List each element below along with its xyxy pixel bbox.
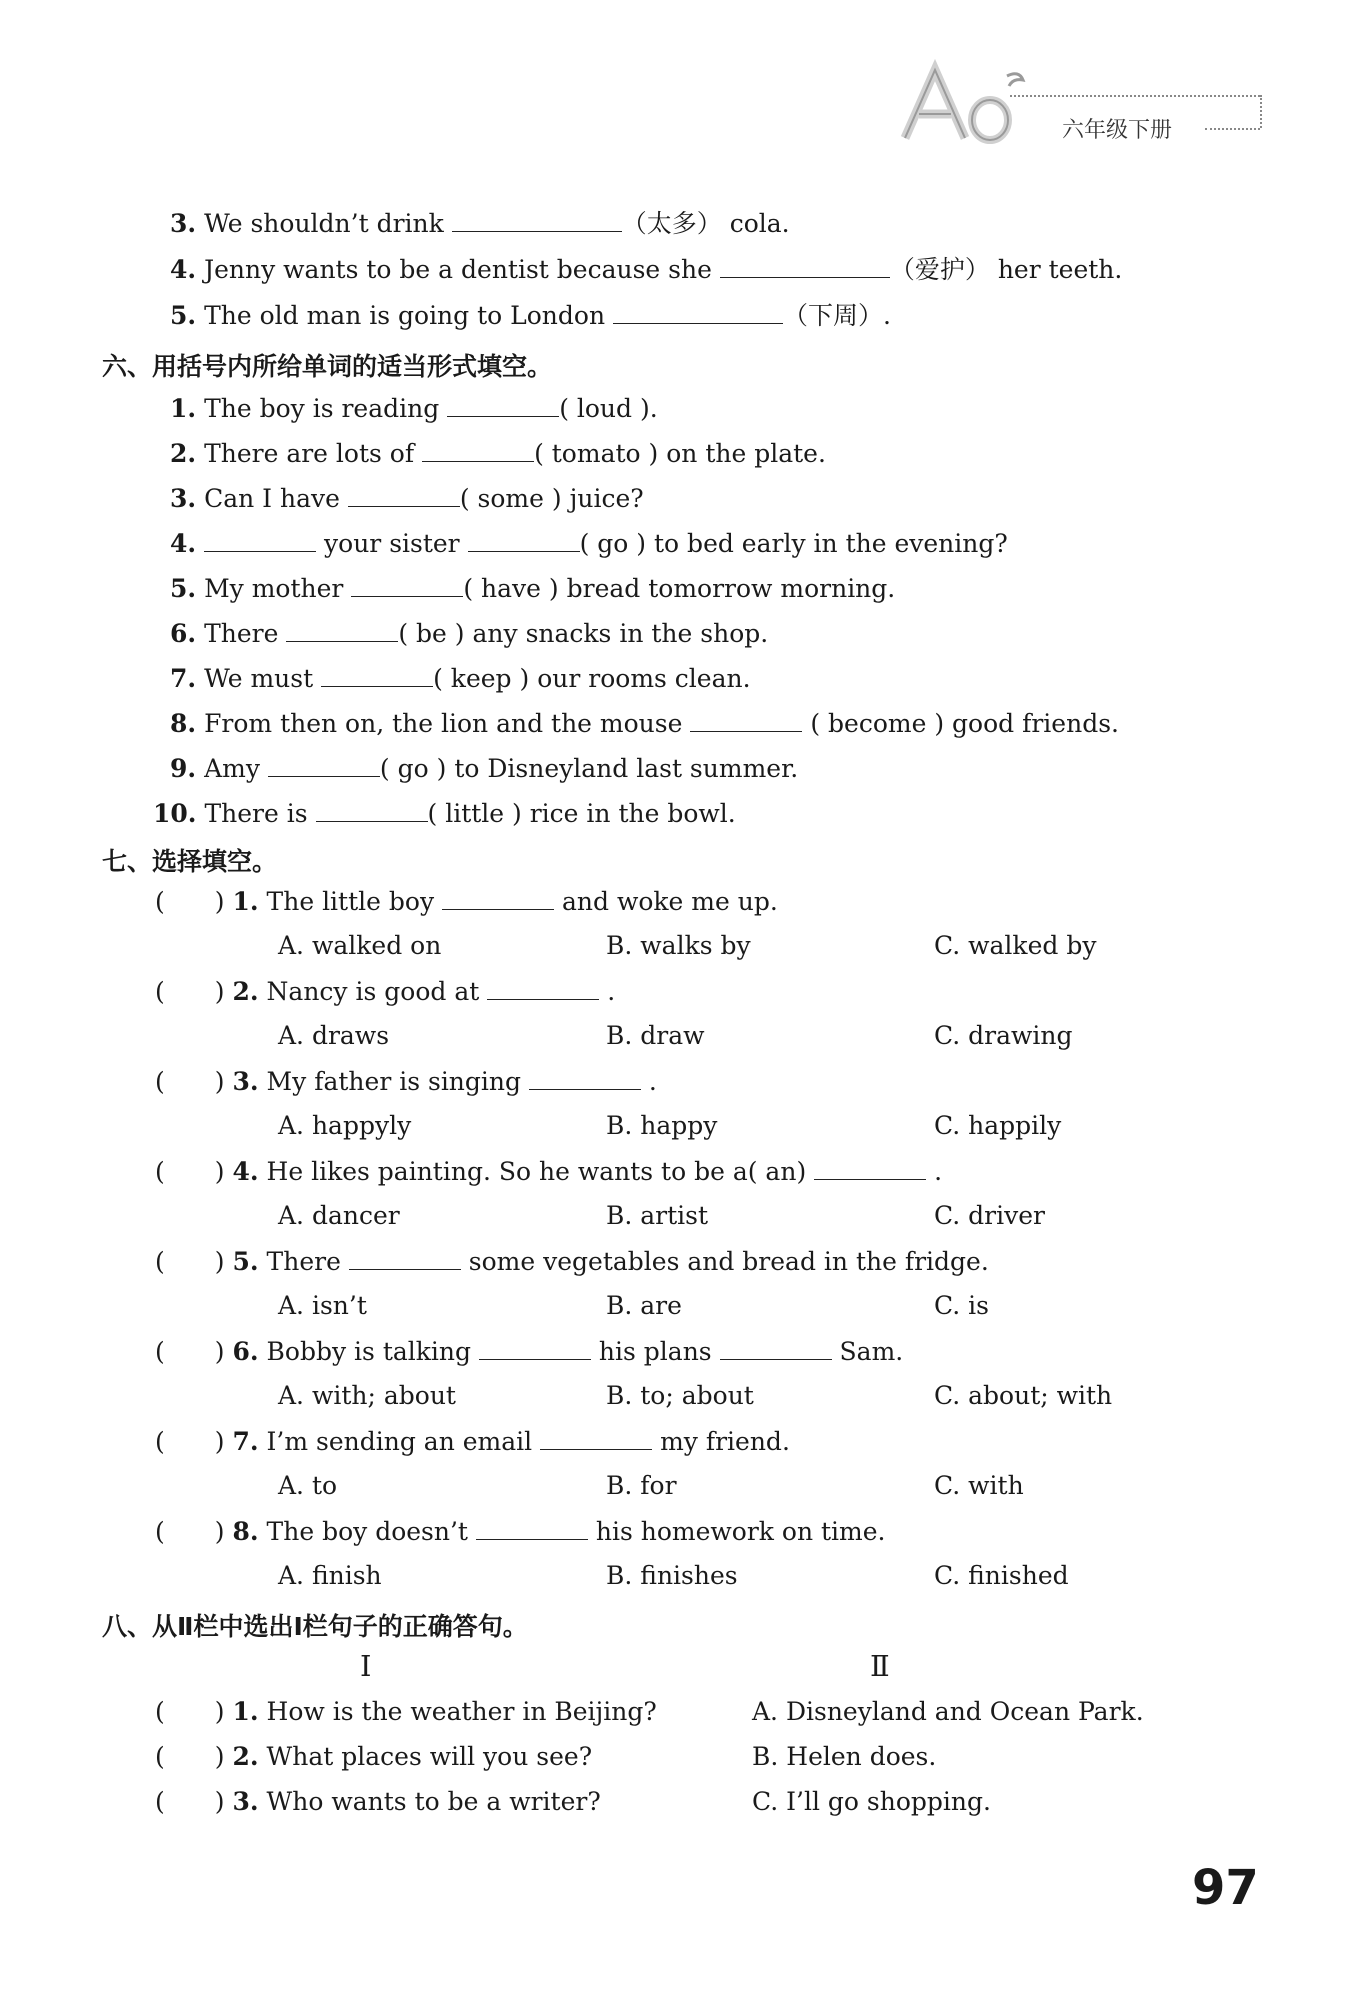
answer-blank[interactable]	[529, 1067, 641, 1090]
s6-item-5: 5. My mother ( have ) bread tomorrow morning.	[170, 574, 896, 603]
mc-question: ( ) 8. The boy doesn’t his homework on time.	[155, 1517, 886, 1546]
answer-paren-open: (	[155, 1247, 165, 1276]
answer-blank[interactable]	[286, 619, 398, 642]
answer-box[interactable]	[165, 1428, 215, 1450]
answer-blank[interactable]	[348, 484, 460, 507]
answer-blank[interactable]	[479, 1337, 591, 1360]
matching-answer: C. I’ll go shopping.	[752, 1787, 991, 1816]
answer-blank[interactable]	[268, 754, 380, 777]
mc-option: C. finished	[934, 1561, 1069, 1590]
mc-option: A. happyly	[278, 1111, 412, 1140]
answer-blank[interactable]	[476, 1517, 588, 1540]
s6-item-1: 1. The boy is reading ( loud ).	[170, 394, 658, 423]
answer-box[interactable]	[165, 1158, 215, 1180]
answer-paren-open: (	[155, 1067, 165, 1096]
answer-box[interactable]	[165, 1788, 215, 1810]
answer-paren-close: )	[214, 1247, 225, 1276]
answer-blank[interactable]	[321, 664, 433, 687]
header-rule-bottom	[1205, 128, 1260, 130]
mc-question: ( ) 2. Nancy is good at .	[155, 977, 616, 1006]
answer-box[interactable]	[165, 1518, 215, 1540]
mc-question: ( ) 4. He likes painting. So he wants to be a( an) .	[155, 1157, 943, 1186]
section6-title: 六、用括号内所给单词的适当形式填空。	[102, 352, 553, 381]
answer-paren-close: )	[214, 1157, 225, 1186]
mc-option: B. happy	[606, 1111, 718, 1140]
mc-option: A. isn’t	[278, 1291, 367, 1320]
answer-blank[interactable]	[487, 977, 599, 1000]
mc-option: A. draws	[278, 1021, 390, 1050]
answer-box[interactable]	[165, 888, 215, 910]
answer-blank[interactable]	[814, 1157, 926, 1180]
answer-paren-open: (	[155, 1337, 165, 1366]
column-header-2: Ⅱ	[870, 1649, 890, 1683]
answer-paren-close: )	[214, 1697, 225, 1726]
answer-blank[interactable]	[442, 887, 554, 910]
mc-option: A. with; about	[278, 1381, 456, 1410]
section7-title: 七、选择填空。	[102, 847, 278, 876]
mc-option: B. artist	[606, 1201, 709, 1230]
s5-item-4: 4. Jenny wants to be a dentist because she （爱护） her teeth.	[170, 255, 1123, 284]
header-rule-right	[1260, 95, 1262, 128]
mc-option: C. with	[934, 1471, 1024, 1500]
answer-paren-close: )	[214, 887, 225, 916]
answer-paren-open: (	[155, 1427, 165, 1456]
answer-paren-open: (	[155, 887, 165, 916]
answer-paren-close: )	[214, 1337, 225, 1366]
matching-answer: A. Disneyland and Ocean Park.	[752, 1697, 1144, 1726]
answer-blank[interactable]	[613, 301, 783, 324]
s5-item-5: 5. The old man is going to London （下周）.	[170, 301, 891, 330]
mc-option: C. driver	[934, 1201, 1045, 1230]
answer-box[interactable]	[165, 1743, 215, 1765]
answer-blank[interactable]	[720, 255, 890, 278]
answer-box[interactable]	[165, 978, 215, 1000]
answer-blank[interactable]	[422, 439, 534, 462]
s6-item-8: 8. From then on, the lion and the mouse ( become ) good friends.	[170, 709, 1119, 738]
mc-option: B. finishes	[606, 1561, 738, 1590]
s6-item-9: 9. Amy ( go ) to Disneyland last summer.	[170, 754, 799, 783]
answer-blank[interactable]	[316, 799, 428, 822]
answer-paren-open: (	[155, 1157, 165, 1186]
answer-blank[interactable]	[447, 394, 559, 417]
answer-blank[interactable]	[204, 529, 316, 552]
answer-blank[interactable]	[690, 709, 802, 732]
mc-option: B. to; about	[606, 1381, 754, 1410]
answer-paren-close: )	[214, 1517, 225, 1546]
answer-paren-open: (	[155, 1697, 165, 1726]
mc-question: ( ) 3. My father is singing .	[155, 1067, 657, 1096]
s6-item-10: 10. There is ( little ) rice in the bowl.	[153, 799, 736, 828]
answer-paren-open: (	[155, 1517, 165, 1546]
mc-question: ( ) 7. I’m sending an email my friend.	[155, 1427, 790, 1456]
header-rule-top	[1010, 95, 1260, 97]
mc-option: A. to	[278, 1471, 338, 1500]
s6-item-6: 6. There ( be ) any snacks in the shop.	[170, 619, 769, 648]
answer-paren-close: )	[214, 1067, 225, 1096]
mc-question: ( ) 5. There some vegetables and bread in the fridge.	[155, 1247, 989, 1276]
mc-question: ( ) 6. Bobby is talking his plans Sam.	[155, 1337, 904, 1366]
answer-box[interactable]	[165, 1068, 215, 1090]
matching-row: ( ) 1. How is the weather in Beijing?	[155, 1697, 657, 1726]
answer-paren-close: )	[214, 1427, 225, 1456]
answer-paren-close: )	[214, 1742, 225, 1771]
s6-item-4: 4. your sister ( go ) to bed early in the evening?	[170, 529, 1008, 558]
answer-blank[interactable]	[540, 1427, 652, 1450]
abc-logo	[895, 58, 1035, 148]
mc-question: ( ) 1. The little boy and woke me up.	[155, 887, 778, 916]
answer-paren-open: (	[155, 977, 165, 1006]
answer-blank[interactable]	[720, 1337, 832, 1360]
mc-option: B. walks by	[606, 931, 751, 960]
matching-row: ( ) 2. What places will you see?	[155, 1742, 593, 1771]
matching-row: ( ) 3. Who wants to be a writer?	[155, 1787, 601, 1816]
answer-box[interactable]	[165, 1338, 215, 1360]
s6-item-3: 3. Can I have ( some ) juice?	[170, 484, 644, 513]
mc-option: A. dancer	[278, 1201, 400, 1230]
answer-paren-open: (	[155, 1787, 165, 1816]
s6-item-7: 7. We must ( keep ) our rooms clean.	[170, 664, 751, 693]
mc-option: A. finish	[278, 1561, 382, 1590]
answer-box[interactable]	[165, 1698, 215, 1720]
mc-option: B. for	[606, 1471, 677, 1500]
answer-paren-open: (	[155, 1742, 165, 1771]
mc-option: A. walked on	[278, 931, 442, 960]
matching-answer: B. Helen does.	[752, 1742, 937, 1771]
grade-label: 六年级下册	[1062, 118, 1173, 143]
s6-item-2: 2. There are lots of ( tomato ) on the plate.	[170, 439, 826, 468]
column-header-1: Ⅰ	[360, 1649, 372, 1683]
mc-option: C. drawing	[934, 1021, 1073, 1050]
answer-blank[interactable]	[349, 1247, 461, 1270]
mc-option: C. walked by	[934, 931, 1097, 960]
s5-item-3: 3. We shouldn’t drink （太多） cola.	[170, 209, 790, 238]
mc-option: B. draw	[606, 1021, 705, 1050]
answer-blank[interactable]	[468, 529, 580, 552]
mc-option: C. about; with	[934, 1381, 1113, 1410]
section8-title: 八、从Ⅱ栏中选出Ⅰ栏句子的正确答句。	[102, 1612, 528, 1641]
answer-blank[interactable]	[351, 574, 463, 597]
answer-paren-close: )	[214, 1787, 225, 1816]
mc-option: B. are	[606, 1291, 682, 1320]
answer-box[interactable]	[165, 1248, 215, 1270]
answer-blank[interactable]	[452, 209, 622, 232]
mc-option: C. happily	[934, 1111, 1062, 1140]
page-number: 97	[1192, 1860, 1259, 1916]
mc-option: C. is	[934, 1291, 989, 1320]
answer-paren-close: )	[214, 977, 225, 1006]
